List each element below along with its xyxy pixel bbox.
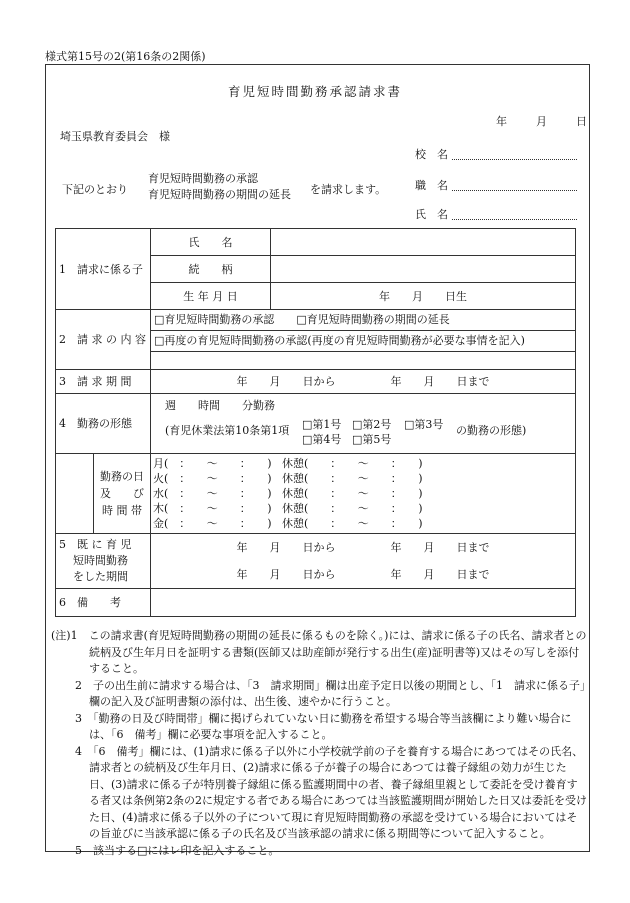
schedule-grid bbox=[151, 454, 576, 534]
note-4: 4 「6 備考」欄には、(1)請求に係る子以外に小学校就学前の子を養育する場合にあつてはその氏名、請求者との続柄及び生年月日、(2)請求に係る子が養子の場合にあつては養子縁組の効力が生じた日、(3)請求に係る子が特別養子縁組に係る監護期間中の者、養子縁組里親として委託を受け養育する者又は条例第2条の2に規定する者である場合にあつては当該監護期間が開始した日又は委託を受けた日、(4)請求に係る子以外の子について現に育児短時間勤務の承認を受けている場合においてはその旨並びに当該承認に係る子の氏名及び当該承認の請求に係る期間等について記入すること。 bbox=[75, 744, 587, 840]
section2-label: 2 請 求 の 内 容 bbox=[56, 310, 151, 370]
note-1: (注)1 この請求書(育児短時間勤務の期間の延長に係るものを除く。)には、請求に係る子の氏名、請求者との続柄及び生年月日を証明する書類(医師又は助産師が発行する出生(産)証明書等)又はその写しを添付すること。 bbox=[51, 629, 587, 675]
form-option-3[interactable]: □第3号 bbox=[404, 418, 444, 431]
date-day[interactable]: 日 bbox=[576, 115, 587, 128]
section3-period-field[interactable]: 年 月 日から 年 月 日まで bbox=[151, 370, 576, 394]
form-option-2[interactable]: □第2号 bbox=[352, 418, 392, 431]
date-year[interactable]: 年 bbox=[496, 115, 507, 128]
section3-label: 3 請 求 期 間 bbox=[56, 370, 151, 394]
form-option-4[interactable]: □第4号 bbox=[302, 433, 342, 446]
remarks-field[interactable] bbox=[151, 589, 576, 617]
section5-label bbox=[56, 534, 151, 589]
child-birth-label: 生 年 月 日 bbox=[151, 283, 271, 310]
schedule-row-thu[interactable] bbox=[153, 501, 575, 516]
position-field[interactable] bbox=[452, 190, 577, 191]
form-number-label: 様式第15号の2(第16条の2関係) bbox=[45, 50, 206, 63]
break-time: ( ： ～ ： ) bbox=[304, 472, 423, 485]
date-month[interactable]: 月 bbox=[536, 115, 547, 128]
break-label: 休憩 bbox=[282, 487, 304, 500]
day-label: 木 bbox=[153, 502, 164, 515]
day-label: 水 bbox=[153, 487, 164, 500]
schedule-row-mon[interactable] bbox=[153, 456, 575, 471]
weekly-hours-field[interactable]: 週 時間 分勤務 bbox=[165, 399, 275, 412]
break-label: 休憩 bbox=[282, 502, 304, 515]
work-time: ( ： ～ ： ) bbox=[164, 487, 272, 500]
request-option-approval: 育児短時間勤務の承認 bbox=[148, 172, 258, 185]
notes bbox=[47, 628, 587, 859]
section1-label: 1 請求に係る子 bbox=[56, 229, 151, 310]
school-name-label: 校 名 bbox=[415, 148, 448, 161]
position-label: 職 名 bbox=[415, 179, 448, 192]
applicant-name-field[interactable] bbox=[452, 219, 577, 220]
previous-period-1[interactable]: 年 月 日から 年 月 日まで bbox=[236, 541, 490, 554]
form-option-1[interactable]: □第1号 bbox=[302, 418, 342, 431]
note-2: 2 子の出生前に請求する場合は、「3 請求期間」欄は出産予定日以後の期間とし、「1 請求に係る子」欄の記入及び証明書類の添付は、出生後、速やかに行うこと。 bbox=[75, 678, 586, 708]
date-line bbox=[496, 113, 587, 129]
break-time: ( ： ～ ： ) bbox=[304, 517, 423, 530]
law-reference: (育児休業法第10条第1項 bbox=[165, 424, 290, 437]
day-label: 金 bbox=[153, 517, 164, 530]
note-5: 5 該当する□にはレ印を記入すること。 bbox=[75, 843, 280, 857]
section2-reason-field[interactable] bbox=[151, 352, 575, 369]
school-name-field[interactable] bbox=[452, 159, 577, 160]
addressee: 埼玉県教育委員会 様 bbox=[60, 130, 170, 143]
section5-label-line1: 5 既 に 育 児 bbox=[59, 538, 132, 551]
break-time: ( ： ～ ： ) bbox=[304, 502, 423, 515]
work-time: ( ： ～ ： ) bbox=[164, 502, 272, 515]
form-option-5[interactable]: □第5号 bbox=[352, 433, 392, 446]
request-prefix: 下記のとおり bbox=[62, 183, 128, 196]
form-suffix: の勤務の形態) bbox=[456, 424, 527, 437]
day-label: 月 bbox=[153, 457, 164, 470]
section6-label: 6 備 考 bbox=[56, 589, 151, 617]
child-relation-field[interactable] bbox=[271, 256, 576, 283]
break-time: ( ： ～ ： ) bbox=[304, 457, 423, 470]
break-label: 休憩 bbox=[282, 457, 304, 470]
section5-label-line3: をした期間 bbox=[73, 570, 128, 583]
schedule-label-line2: 及 び bbox=[100, 487, 144, 500]
schedule-label bbox=[94, 454, 151, 534]
schedule-label-line3: 時 間 帯 bbox=[102, 504, 142, 517]
previous-period-2[interactable]: 年 月 日から 年 月 日まで bbox=[236, 568, 490, 581]
work-time: ( ： ～ ： ) bbox=[164, 457, 272, 470]
section2-option-row1[interactable]: □育児短時間勤務の承認 □育児短時間勤務の期間の延長 bbox=[151, 310, 575, 331]
child-name-label: 氏 名 bbox=[151, 229, 271, 256]
break-label: 休憩 bbox=[282, 517, 304, 530]
work-time: ( ： ～ ： ) bbox=[164, 472, 272, 485]
request-option-extension: 育児短時間勤務の期間の延長 bbox=[148, 188, 291, 201]
break-label: 休憩 bbox=[282, 472, 304, 485]
child-name-field[interactable] bbox=[271, 229, 576, 256]
section4-label: 4 勤務の形態 bbox=[56, 394, 151, 454]
section5-label-line2: 短時間勤務 bbox=[73, 554, 128, 567]
day-label: 火 bbox=[153, 472, 164, 485]
request-suffix: を請求します。 bbox=[310, 183, 387, 196]
section4-spacer bbox=[56, 454, 94, 534]
applicant-name-label: 氏 名 bbox=[415, 208, 448, 221]
note-3: 3 「勤務の日及び時間帯」欄に掲げられていない日に勤務を希望する場合等当該欄により難い場合には、「6 備考」欄に必要な事項を記入すること。 bbox=[75, 711, 572, 741]
schedule-row-fri[interactable] bbox=[153, 516, 575, 531]
break-time: ( ： ～ ： ) bbox=[304, 487, 423, 500]
work-time: ( ： ～ ： ) bbox=[164, 517, 272, 530]
schedule-row-tue[interactable] bbox=[153, 471, 575, 486]
section2-option-row2[interactable]: □再度の育児短時間勤務の承認(再度の育児短時間勤務が必要な事情を記入) bbox=[151, 331, 575, 352]
form-title: 育児短時間勤務承認請求書 bbox=[227, 84, 402, 99]
schedule-label-line1: 勤務の日 bbox=[100, 470, 144, 483]
request-table bbox=[55, 228, 576, 617]
schedule-row-wed[interactable] bbox=[153, 486, 575, 501]
child-relation-label: 続 柄 bbox=[151, 256, 271, 283]
child-birth-field[interactable]: 年 月 日生 bbox=[271, 283, 576, 310]
